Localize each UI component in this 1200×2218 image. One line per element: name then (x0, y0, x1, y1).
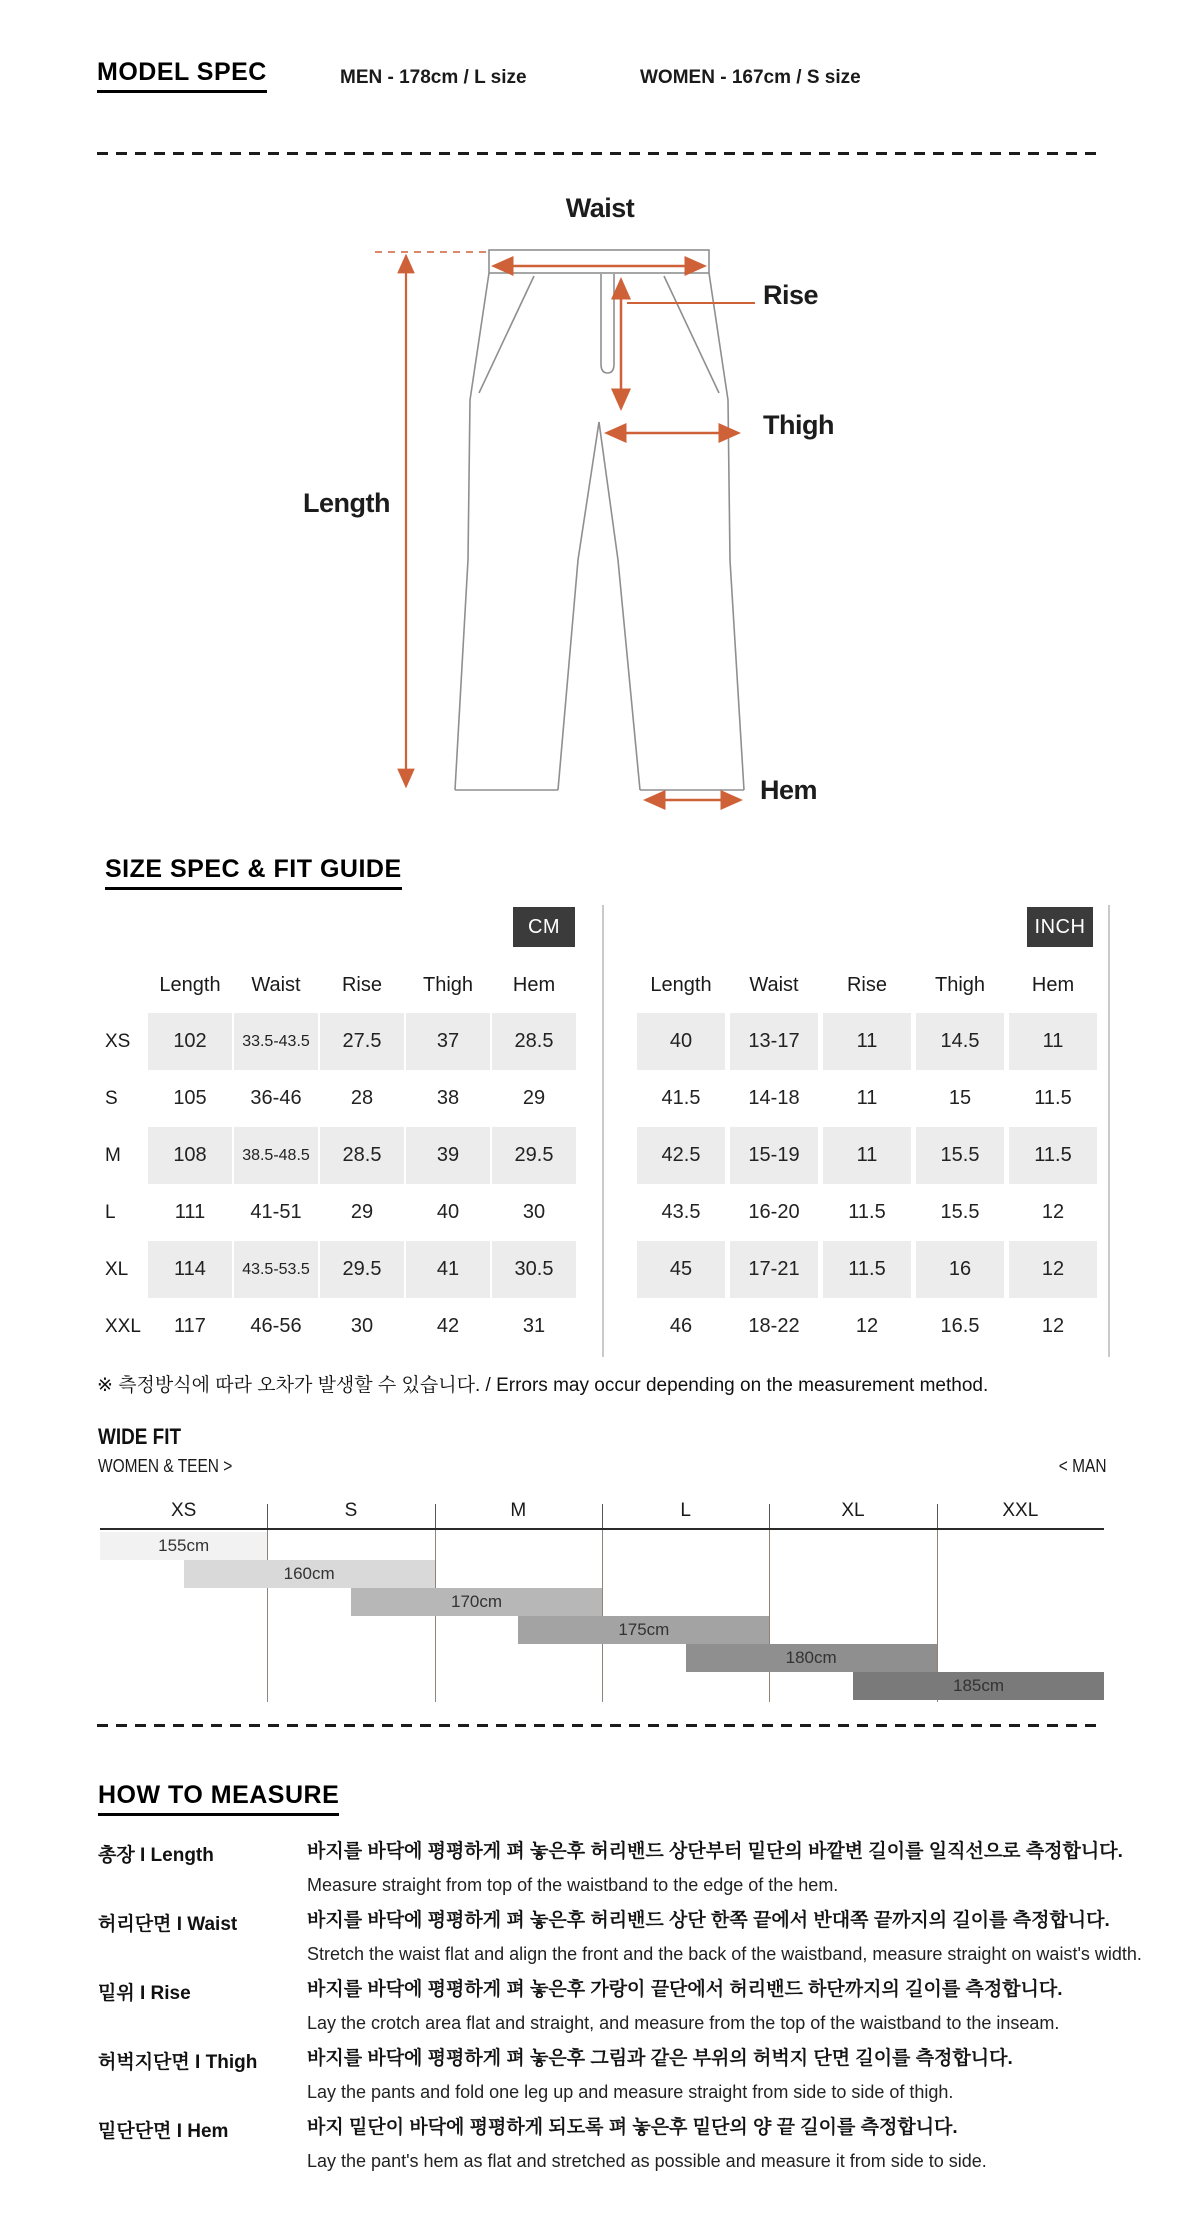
measure-item-label: 밑단단면 I Hem (98, 2121, 229, 2142)
table-cell: 40 (436, 1201, 460, 1223)
inch-table-header (637, 968, 1097, 1002)
table-cell: 41-51 (250, 1201, 302, 1223)
table-cell: 36-46 (250, 1087, 302, 1109)
table-cell: 12 (1041, 1315, 1065, 1337)
table-cell: 14-18 (748, 1087, 800, 1109)
size-label: M (105, 1145, 121, 1166)
table-cell: 28 (350, 1087, 374, 1109)
column-header: Length (650, 974, 712, 996)
table-cell: 38 (436, 1087, 460, 1109)
table-cell: 15-19 (730, 1127, 818, 1184)
table-cell: 11 (856, 1087, 878, 1109)
size-spec-title-text: SIZE SPEC & FIT GUIDE (105, 855, 402, 890)
table-cell: 42 (436, 1315, 460, 1337)
measure-item-label: 허벅지단면 I Thigh (98, 2052, 258, 2073)
label-thigh: Thigh (763, 410, 834, 440)
model-spec-women: WOMEN - 167cm / S size (640, 67, 861, 88)
chart-tick (769, 1504, 770, 1528)
chart-tick (602, 1504, 603, 1528)
measure-item-desc-ko: 바지를 바닥에 평평하게 펴 놓은후 그림과 같은 부위의 허벅지 단면 길이를 측정합니다. (307, 2048, 1013, 2069)
measure-item-label: 허리단면 I Waist (98, 1914, 238, 1935)
chart-bar: 180cm (686, 1644, 937, 1672)
table-cell: 31 (522, 1315, 546, 1337)
chart-category-label: M (510, 1500, 527, 1521)
table-cell: 30.5 (492, 1241, 576, 1298)
table-cell: 105 (173, 1087, 207, 1109)
column-header: Thigh (934, 974, 986, 996)
pants-measurement-diagram (0, 150, 1200, 830)
chart-tick (937, 1504, 938, 1528)
table-cell: 111 (174, 1201, 206, 1223)
wide-fit-right-label: < MAN (1059, 1456, 1107, 1476)
model-spec-title-text: MODEL SPEC (97, 58, 267, 93)
chart-category-label: XS (170, 1500, 197, 1521)
model-spec-men: MEN - 178cm / L size (340, 67, 527, 88)
table-cell: 15.5 (940, 1201, 980, 1223)
table-cell: 42.5 (637, 1127, 725, 1184)
measure-item-desc-en: Lay the pants and fold one leg up and measure straight from side to side of thigh. (307, 2082, 954, 2102)
wide-fit-left-label: WOMEN & TEEN > (98, 1456, 233, 1476)
table-cell: 12 (1041, 1201, 1065, 1223)
label-rise: Rise (763, 280, 819, 310)
chart-tick (435, 1504, 436, 1528)
inch-badge: INCH (1027, 907, 1093, 947)
table-divider-right (1108, 905, 1110, 1357)
fit-chart (100, 1498, 1104, 1704)
measure-item-desc-ko: 바지를 바닥에 평평하게 펴 놓은후 허리밴드 상단부터 밑단의 바깥변 길이를 일직선으로 측정합니다. (307, 1841, 1123, 1862)
chart-category-label: XXL (1002, 1500, 1039, 1521)
model-spec-title (97, 58, 267, 93)
size-label: XXL (105, 1316, 141, 1337)
table-cell: 45 (637, 1241, 725, 1298)
measurement-note: ※ 측정방식에 따라 오차가 발생할 수 있습니다. / Errors may occur depending on the measurement method. (97, 1375, 989, 1396)
size-label: L (105, 1202, 116, 1223)
how-to-measure-title-text: HOW TO MEASURE (98, 1781, 339, 1816)
table-cell: 11.5 (848, 1201, 886, 1223)
table-cell: 28.5 (492, 1013, 576, 1070)
table-cell: 43.5 (661, 1201, 701, 1223)
table-cell: 30 (522, 1201, 546, 1223)
table-cell: 14.5 (916, 1013, 1004, 1070)
chart-column-line (769, 1530, 770, 1702)
measure-item-desc-ko: 바지를 바닥에 평평하게 펴 놓은후 허리밴드 상단 한쪽 끝에서 반대쪽 끝까지의 길이를 측정합니다. (307, 1910, 1110, 1931)
measure-item-desc (307, 1978, 1107, 2034)
table-cell: 18-22 (748, 1315, 800, 1337)
table-cell: 41 (406, 1241, 490, 1298)
chart-bar: 160cm (184, 1560, 435, 1588)
column-header: Waist (749, 974, 799, 996)
measure-item-desc (307, 2116, 1107, 2172)
chart-bar: 185cm (853, 1672, 1104, 1700)
dashed-separator-bottom (97, 1724, 1104, 1727)
table-divider-middle (602, 905, 604, 1357)
table-cell: 16-20 (748, 1201, 800, 1223)
chart-bar: 170cm (351, 1588, 602, 1616)
size-spec-title (105, 855, 402, 890)
table-cell: 43.5-53.5 (234, 1241, 318, 1298)
table-cell: 12 (855, 1315, 879, 1337)
column-header: Thigh (422, 974, 474, 996)
table-cell: 41.5 (661, 1087, 701, 1109)
measure-item-desc-ko: 바지를 바닥에 평평하게 펴 놓은후 가랑이 끝단에서 허리밴드 하단까지의 길이를 측정합니다. (307, 1979, 1063, 2000)
label-waist: Waist (565, 193, 635, 223)
table-cell: 29.5 (320, 1241, 404, 1298)
table-cell: 28.5 (320, 1127, 404, 1184)
table-cell: 37 (406, 1013, 490, 1070)
chart-column-line (267, 1530, 268, 1702)
table-cell: 46-56 (250, 1315, 302, 1337)
table-cell: 15 (948, 1087, 972, 1109)
size-label: S (105, 1088, 118, 1109)
table-cell: 33.5-43.5 (234, 1013, 318, 1070)
table-cell: 12 (1009, 1241, 1097, 1298)
measure-item-desc (307, 1840, 1123, 1896)
label-hem: Hem (760, 775, 818, 805)
column-header: Waist (251, 974, 301, 996)
measure-item-desc-en: Measure straight from top of the waistband to the edge of the hem. (307, 1875, 839, 1895)
measure-item-label: 밑위 I Rise (98, 1983, 191, 2004)
cm-table (148, 1013, 576, 1355)
table-cell: 11.5 (1034, 1087, 1072, 1109)
table-cell: 11.5 (823, 1241, 911, 1298)
chart-tick (267, 1504, 268, 1528)
table-cell: 39 (406, 1127, 490, 1184)
table-cell: 30 (350, 1315, 374, 1337)
column-header: Rise (341, 974, 382, 996)
column-header: Rise (846, 974, 887, 996)
measure-item-desc-ko: 바지 밑단이 바닥에 평평하게 되도록 펴 놓은후 밑단의 양 끝 길이를 측정합니다. (307, 2117, 958, 2138)
table-cell: 11 (823, 1127, 911, 1184)
inch-table (637, 1013, 1097, 1355)
table-cell: 40 (637, 1013, 725, 1070)
table-cell: 117 (174, 1315, 206, 1337)
table-cell: 11 (823, 1013, 911, 1070)
chart-bar: 175cm (518, 1616, 769, 1644)
label-length: Length (303, 488, 390, 518)
table-cell: 46 (669, 1315, 693, 1337)
size-label: XL (105, 1259, 129, 1280)
column-header: Length (159, 974, 221, 996)
table-cell: 114 (148, 1241, 232, 1298)
cm-table-header (148, 968, 576, 1002)
chart-bar: 155cm (100, 1532, 267, 1560)
table-cell: 29 (350, 1201, 374, 1223)
column-header: Hem (512, 974, 556, 996)
measure-item-desc (307, 1909, 1142, 1965)
measure-item-label: 총장 I Length (98, 1845, 214, 1866)
table-cell: 11.5 (1009, 1127, 1097, 1184)
table-cell: 16 (916, 1241, 1004, 1298)
measure-item-desc (307, 2047, 1107, 2103)
how-to-measure-title (98, 1781, 339, 1816)
table-cell: 38.5-48.5 (234, 1127, 318, 1184)
measure-item-desc-en: Lay the pant's hem as flat and stretched as possible and measure it from side to side. (307, 2151, 987, 2171)
table-cell: 102 (148, 1013, 232, 1070)
table-cell: 27.5 (320, 1013, 404, 1070)
table-cell: 15.5 (916, 1127, 1004, 1184)
table-cell: 108 (148, 1127, 232, 1184)
chart-category-label: S (344, 1500, 358, 1521)
table-cell: 17-21 (730, 1241, 818, 1298)
chart-category-label: XL (841, 1500, 865, 1521)
cm-badge: CM (513, 907, 575, 947)
measure-item-desc-en: Lay the crotch area flat and straight, and measure from the top of the waistband to the inseam. (307, 2013, 1060, 2033)
table-cell: 29 (522, 1087, 546, 1109)
table-cell: 13-17 (730, 1013, 818, 1070)
table-cell: 29.5 (492, 1127, 576, 1184)
chart-category-label: L (680, 1500, 691, 1521)
column-header: Hem (1031, 974, 1075, 996)
table-cell: 16.5 (940, 1315, 980, 1337)
wide-fit-title: WIDE FIT (98, 1424, 182, 1449)
chart-column-line (435, 1530, 436, 1702)
size-row-labels (105, 1013, 141, 1355)
pants-outline (455, 250, 744, 790)
table-cell: 11 (1009, 1013, 1097, 1070)
size-label: XS (105, 1031, 131, 1052)
measure-item-desc-en: Stretch the waist flat and align the front and the back of the waistband, measure straight on waist's width. (307, 1944, 1142, 1964)
